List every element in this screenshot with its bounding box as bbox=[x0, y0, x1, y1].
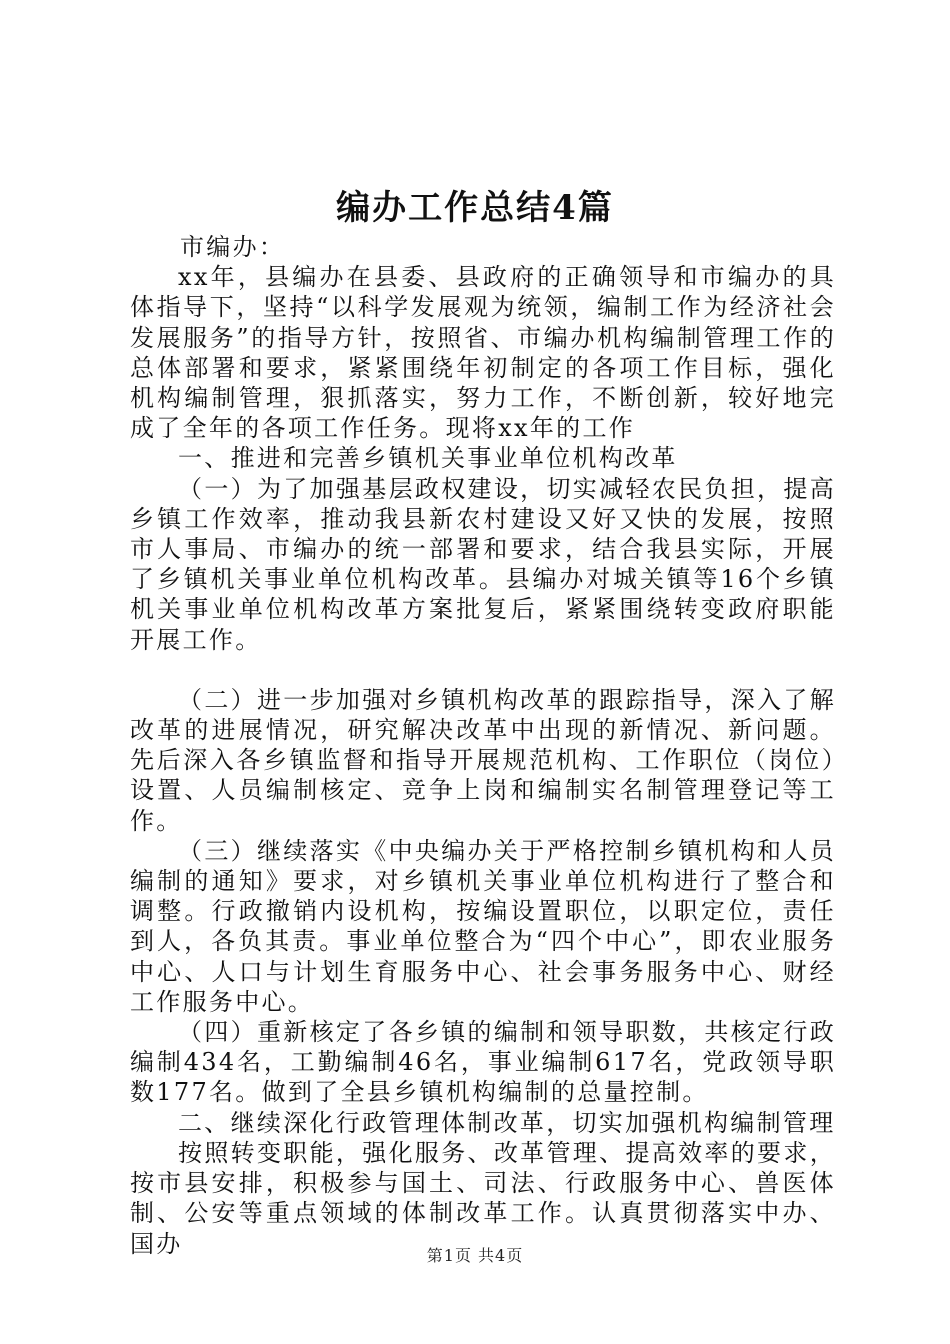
section-heading-1: 一、推进和完善乡镇机关事业单位机构改革 bbox=[178, 444, 678, 473]
page-footer: 第1页 共4页 bbox=[426, 1246, 524, 1265]
paragraph-section-2: 按照转变职能，强化服务、改革管理、提高效率的要求，按市县安排，积极参与国土、司法、行政服务中心、兽医体制、公安等重点领域的体制改革工作。认真贯彻落实中办、国办 bbox=[130, 1138, 836, 1258]
paragraph-item-1: （一）为了加强基层政权建设，切实减轻农民负担，提高乡镇工作效率，推动我县新农村建设又好又快的发展，按照市人事局、市编办的统一部署和要求，结合我县实际，开展了乡镇机关事业单位机构改革。县编办对城关镇等16个乡镇机关事业单位机构改革方案批复后，紧紧围绕转变政府职能开展工作。 bbox=[130, 474, 836, 654]
paragraph-item-4: （四）重新核定了各乡镇的编制和领导职数，共核定行政编制434名，工勤编制46名，事业编制617名，党政领导职数177名。做到了全县乡镇机构编制的总量控制。 bbox=[130, 1018, 836, 1107]
salutation: 市编办： bbox=[180, 233, 286, 261]
section-heading-2: 二、继续深化行政管理体制改革，切实加强机构编制管理 bbox=[178, 1108, 836, 1137]
paragraph-intro: xx年，县编办在县委、县政府的正确领导和市编办的具体指导下，坚持“以科学发展观为统领，编制工作为经济社会发展服务”的指导方针，按照省、市编办机构编制管理工作的总体部署和要求，紧紧围绕年初制定的各项工作目标，强化机构编制管理，狠抓落实，努力工作，不断创新，较好地完成了全年的各项工作任务。现将xx年的工作 bbox=[130, 263, 836, 443]
paragraph-spacer bbox=[130, 655, 836, 685]
paragraph-item-2: （二）进一步加强对乡镇机构改革的跟踪指导，深入了解改革的进展情况，研究解决改革中出现的新情况、新问题。先后深入各乡镇监督和指导开展规范机构、工作职位（岗位）设置、人员编制核定、竞争上岗和编制实名制管理登记等工作。 bbox=[130, 685, 836, 835]
document-body bbox=[130, 232, 836, 1259]
document-title: 编办工作总结4篇 bbox=[336, 188, 614, 228]
paragraph-item-3: （三）继续落实《中央编办关于严格控制乡镇机构和人员编制的通知》要求，对乡镇机关事业单位机构进行了整合和调整。行政撤销内设机构，按编设置职位，以职定位，责任到人，各负其责。事业单位整合为“四个中心”，即农业服务中心、人口与计划生育服务中心、社会事务服务中心、财经工作服务中心。 bbox=[130, 836, 836, 1016]
